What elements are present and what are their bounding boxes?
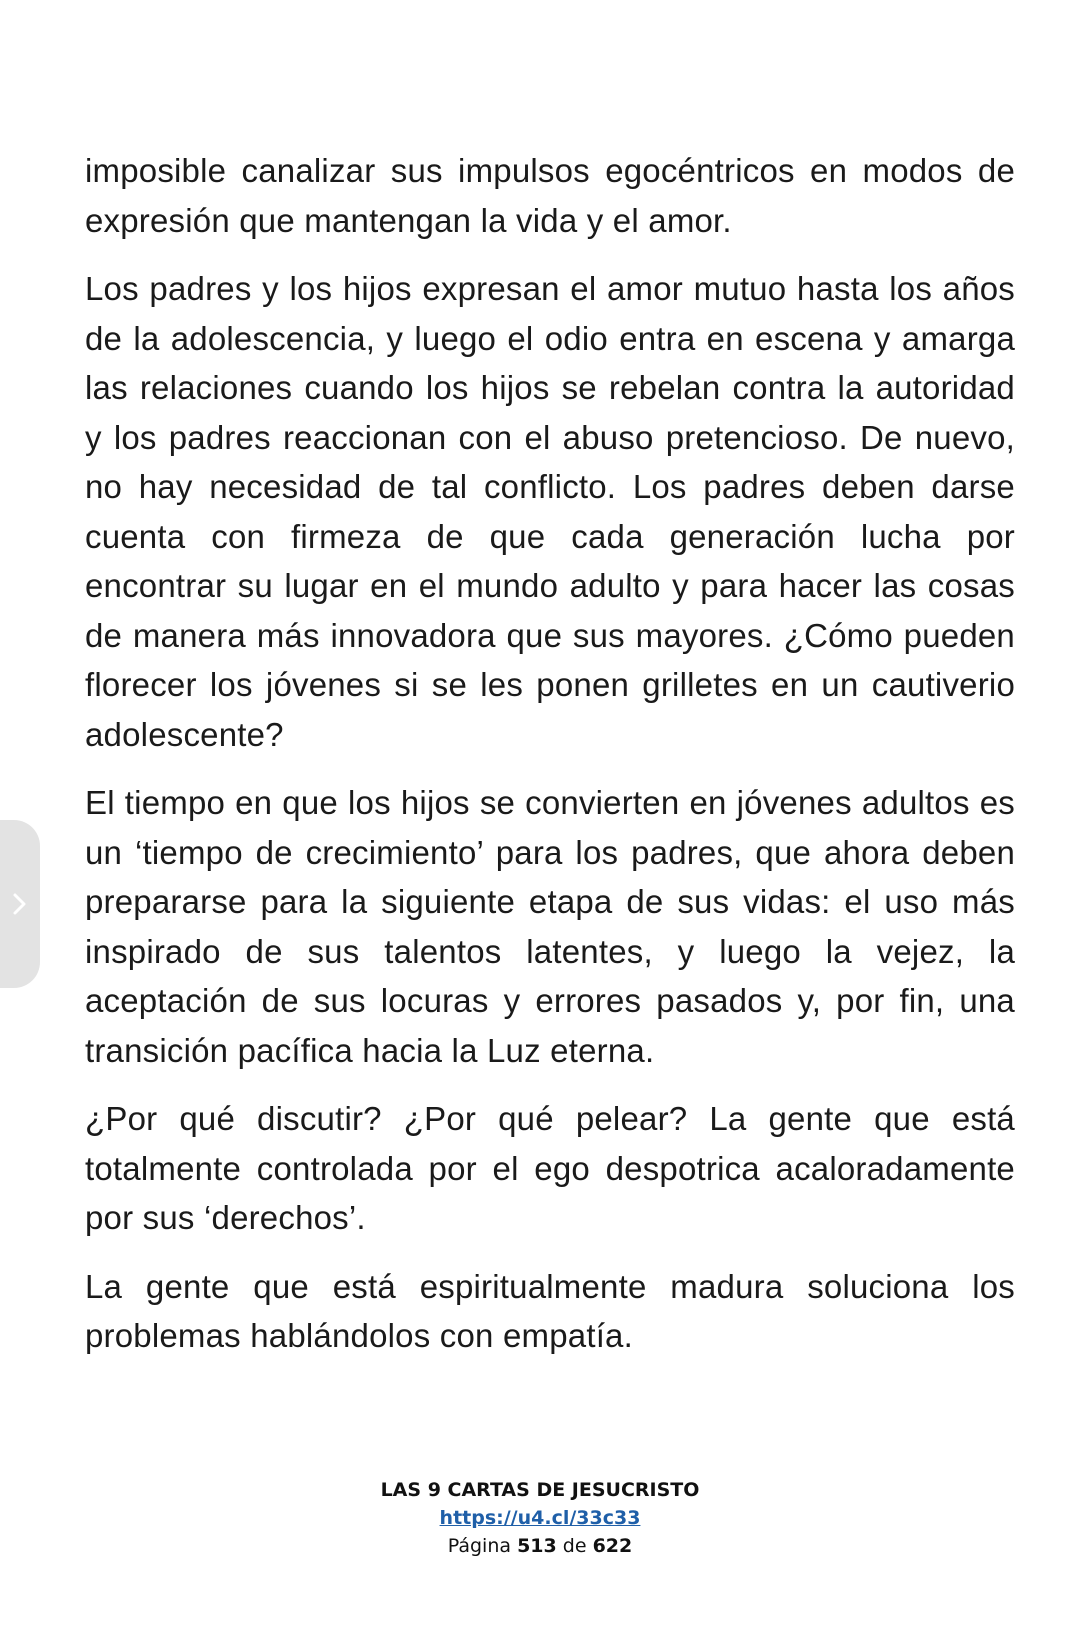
page-footer bbox=[0, 1476, 1080, 1560]
page-current: 513 bbox=[517, 1535, 557, 1557]
paragraph: La gente que está espiritualmente madura soluciona los problemas hablándolos con empatía. bbox=[85, 1267, 1015, 1354]
page-body bbox=[85, 146, 1015, 1380]
book-link[interactable]: https://u4.cl/33c33 bbox=[439, 1507, 641, 1529]
chevron-right-icon bbox=[11, 889, 29, 919]
paragraph: ¿Por qué discutir? ¿Por qué pelear? La gente que está totalmente controlada por el ego despotrica acaloradamente por sus ‘derechos’. bbox=[85, 1100, 1015, 1236]
paragraph: El tiempo en que los hijos se convierten en jóvenes adultos es un ‘tiempo de crecimiento’ para los padres, que ahora deben prepararse para la siguiente etapa de sus vidas: el uso más inspirado de sus talentos latentes, y luego la vejez, la aceptación de sus locuras y errores pasados y, por fin, una transición pacífica hacia la Luz eterna. bbox=[85, 784, 1015, 1069]
page-total: 622 bbox=[592, 1535, 633, 1557]
book-title: LAS 9 CARTAS DE JESUCRISTO bbox=[380, 1479, 700, 1501]
next-page-tab[interactable] bbox=[0, 820, 40, 988]
page-label: Página bbox=[447, 1535, 512, 1557]
paragraph: Los padres y los hijos expresan el amor mutuo hasta los años de la adolescencia, y luego el odio entra en escena y amarga las relaciones cuando los hijos se rebelan contra la autoridad y los padres reaccionan con el abuso pretencioso. De nuevo, no hay necesidad de tal conflicto. Los padres deben darse cuenta con firmeza de que cada generación lucha por encontrar su lugar en el mundo adulto y para hacer las cosas de manera más innovadora que sus mayores. ¿Cómo pueden florecer los jóvenes si se les ponen grilletes en un cautiverio adolescente? bbox=[85, 270, 1015, 753]
page-number bbox=[0, 1532, 1080, 1560]
paragraph: imposible canalizar sus impulsos egocéntricos en modos de expresión que mantengan la vida y el amor. bbox=[85, 152, 1015, 239]
page-separator: de bbox=[562, 1535, 587, 1557]
